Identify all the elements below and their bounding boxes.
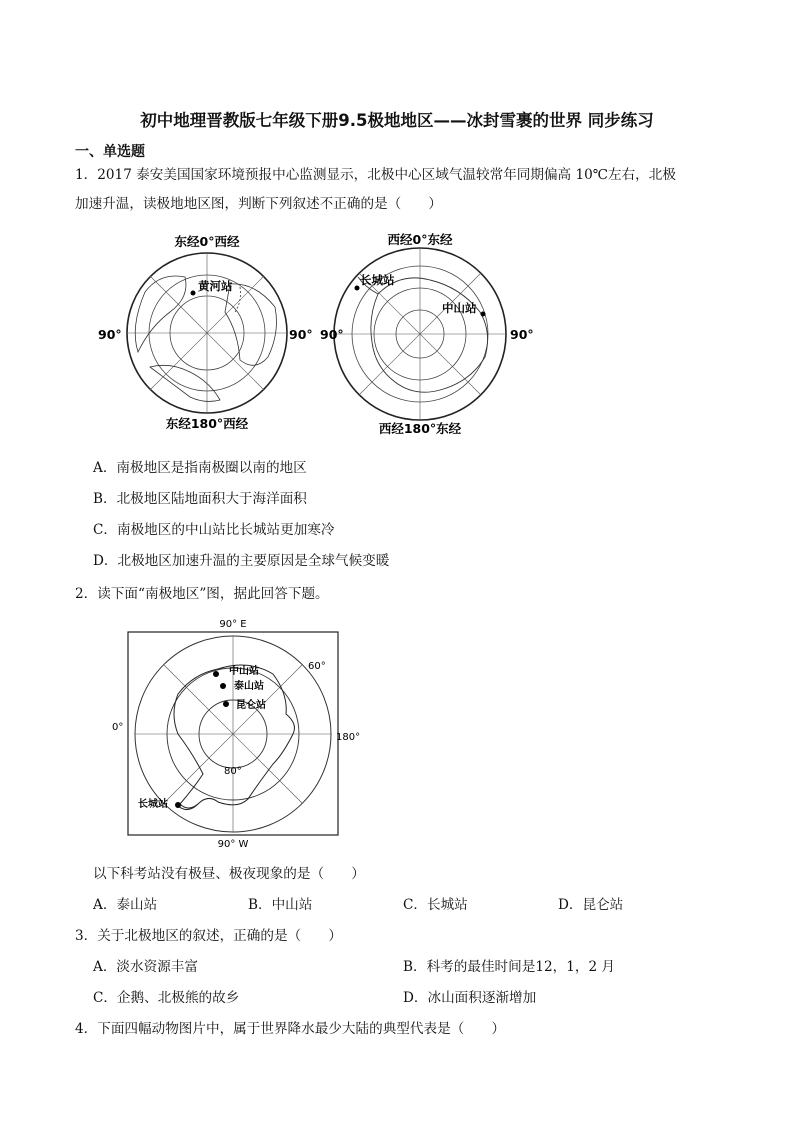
map-label-60: 60° <box>308 661 326 672</box>
question-2-sub: 以下科考站没有极昼、极夜现象的是（ ） <box>93 866 365 882</box>
arctic-station-label: 黄河站 <box>198 279 233 293</box>
antarctic-station-1-label: 长城站 <box>360 273 395 287</box>
question-1-line-2: 加速升温，读极地地区图，判断下列叙述不正确的是（ ） <box>75 196 443 212</box>
question-1-line-1: 1．2017 泰安美国国家环境预报中心监测显示，北极中心区域气温较常年同期偏高 10℃左右，北极 <box>75 167 676 183</box>
arctic-label-left: 90° <box>98 327 122 342</box>
q2-option-b[interactable]: B．中山站 <box>248 897 313 913</box>
q3-option-b[interactable]: B．科考的最佳时间是12，1，2 月 <box>403 959 616 975</box>
q2-option-a[interactable]: A．泰山站 <box>93 897 158 913</box>
station-label-zhongshan: 中山站 <box>229 666 259 677</box>
map-label-left: 0° <box>112 722 124 733</box>
q3-option-a[interactable]: A．淡水资源丰富 <box>93 959 198 975</box>
station-label-changcheng: 长城站 <box>138 799 168 810</box>
arctic-label-bottom: 东经180°西经 <box>165 416 249 431</box>
huanghe-station-marker <box>191 291 196 296</box>
q2-option-c[interactable]: C．长城站 <box>403 897 468 913</box>
changcheng-marker <box>175 802 181 808</box>
antarctic-map <box>320 232 545 437</box>
antarctic-station-2-label: 中山站 <box>442 301 477 315</box>
station-label-kunlun: 昆仑站 <box>236 700 266 711</box>
question-4-stem: 4．下面四幅动物图片中，属于世界降水最少大陆的典型代表是（ ） <box>75 1021 506 1037</box>
antarctic-label-top: 西经0°东经 <box>387 232 453 247</box>
question-2-stem: 2．读下面“南极地区”图，据此回答下题。 <box>75 586 329 602</box>
antarctic-label-left: 90° <box>320 327 344 342</box>
arctic-label-top: 东经0°西经 <box>174 234 240 249</box>
map-label-right: 180° <box>336 732 361 743</box>
antarctic-label-right: 90° <box>510 327 534 342</box>
q1-option-c[interactable]: C．南极地区的中山站比长城站更加寒冷 <box>93 522 335 538</box>
south-pole-map <box>108 614 363 851</box>
page-title: 初中地理晋教版七年级下册9.5极地地区——冰封雪裹的世界 同步练习 <box>140 111 654 130</box>
zhongshan-marker <box>213 671 219 677</box>
changcheng-station-marker <box>355 286 360 291</box>
map-label-80: 80° <box>224 766 242 777</box>
map-label-bottom: 90° W <box>217 839 249 850</box>
q1-option-b[interactable]: B．北极地区陆地面积大于海洋面积 <box>93 491 307 507</box>
q1-option-a[interactable]: A．南极地区是指南极圈以南的地区 <box>93 460 307 476</box>
station-label-taishan: 泰山站 <box>234 681 264 692</box>
taishan-marker <box>220 683 226 689</box>
q3-option-d[interactable]: D．冰山面积逐渐增加 <box>403 990 537 1006</box>
antarctic-label-bottom: 西经180°东经 <box>378 421 462 436</box>
zhongshan-station-marker <box>481 312 486 317</box>
section-heading: 一、单选题 <box>75 144 145 160</box>
q2-option-d[interactable]: D．昆仑站 <box>558 897 624 913</box>
arctic-map <box>90 232 320 432</box>
kunlun-marker <box>223 701 229 707</box>
q3-option-c[interactable]: C．企鹅、北极熊的故乡 <box>93 990 240 1006</box>
arctic-label-right: 90° <box>289 327 313 342</box>
q1-option-d[interactable]: D．北极地区加速升温的主要原因是全球气候变暖 <box>93 553 390 569</box>
question-3-stem: 3．关于北极地区的叙述，正确的是（ ） <box>75 928 342 944</box>
map-label-top: 90° E <box>219 619 247 630</box>
